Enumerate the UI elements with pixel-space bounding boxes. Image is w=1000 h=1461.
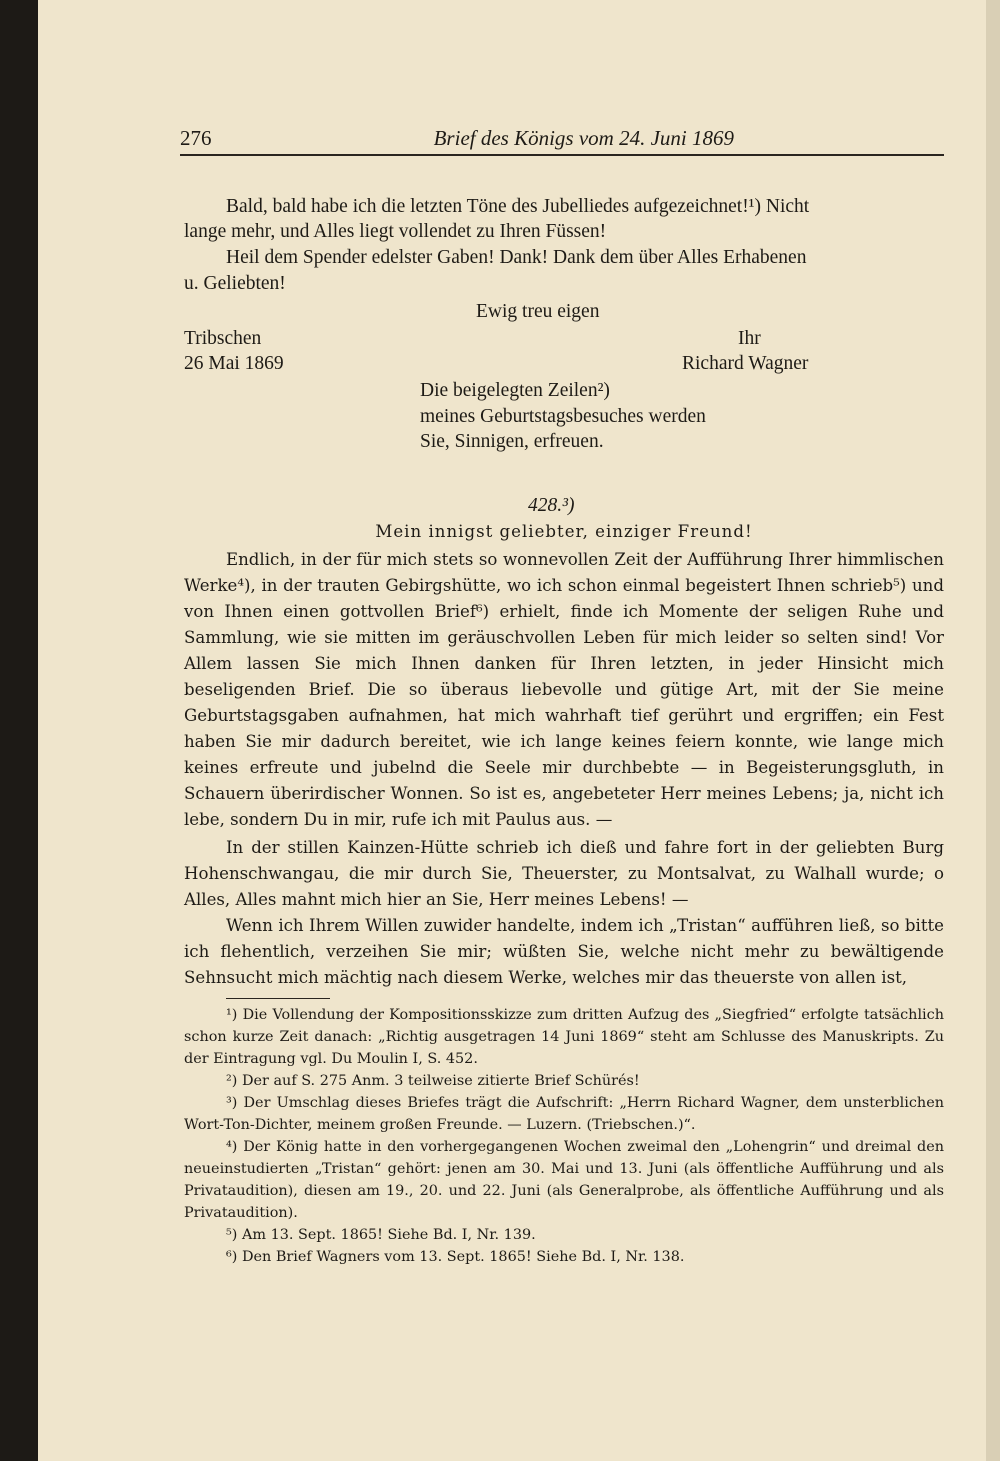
signature: Richard Wagner bbox=[682, 353, 809, 374]
page-edge bbox=[986, 0, 1000, 1461]
postscript-line-2: meines Geburtstagsbesuches werden bbox=[420, 406, 706, 427]
footnote-6: ⁶) Den Brief Wagners vom 13. Sept. 1865! Siehe Bd. I, Nr. 138. bbox=[226, 1249, 685, 1265]
book-page bbox=[38, 0, 1000, 1461]
letter-line-3: Heil dem Spender edelster Gaben! Dank! Dank dem über Alles Erhabenen bbox=[226, 247, 807, 268]
footnote-3: ³) Der Umschlag dieses Briefes trägt die Aufschrift: „Herrn Richard Wagner, dem unsterblichen Wort-Ton-Dichter, meinem großen Freunde. — Luzern. (Triebschen.)“. bbox=[184, 1095, 944, 1133]
body-paragraph-2: In der stillen Kainzen-Hütte schrieb ich dieß und fahre fort in der geliebten Burg Hohenschwangau, die mir durch Sie, Theuerster, zu Montsalvat, zu Walhall wurde; o Alles, Alles mahnt mich hier an Sie, Herr meines Lebens! — bbox=[184, 838, 944, 909]
footnote-1: ¹) Die Vollendung der Kompositionsskizze zum dritten Aufzug des „Siegfried“ erfolgte tatsächlich schon kurze Zeit danach: „Richtig ausgetragen 14 Juni 1869“ steht am Schlusse des Manuskripts. Zu der Eintragung vgl. Du Moulin I, S. 452. bbox=[184, 1007, 944, 1067]
letter-number: 428.³) bbox=[528, 495, 575, 516]
body-paragraph-3: Wenn ich Ihrem Willen zuwider handelte, indem ich „Tristan“ aufführen ließ, so bitte ich flehentlich, verzeihen Sie mir; wüßten Sie, welche nicht mehr zu bewältigende Sehnsucht mich mächtig nach diesem Werke, welches mir das theuerste von allen ist, bbox=[184, 916, 944, 987]
page-number: 276 bbox=[180, 126, 212, 150]
salutation: Mein innigst geliebter, einziger Freund! bbox=[375, 522, 753, 541]
letter-date: 26 Mai 1869 bbox=[184, 353, 284, 374]
postscript-line-1: Die beigelegten Zeilen²) bbox=[420, 380, 610, 401]
footnote-4: ⁴) Der König hatte in den vorhergegangenen Wochen zweimal den „Lohengrin“ und dreimal den neueinstudierten „Tristan“ gehört: jenen am 30. Mai und 13. Juni (als öffentliche Aufführung und als Privataudition), diesen am 19., 20. und 22. Juni (als Generalprobe, als öffentliche Aufführung und als Privataudition). bbox=[184, 1139, 944, 1221]
postscript-line-3: Sie, Sinnigen, erfreuen. bbox=[420, 431, 604, 452]
running-title: Brief des Königs vom 24. Juni 1869 bbox=[433, 126, 734, 150]
letter-line-1: Bald, bald habe ich die letzten Töne des Jubelliedes aufgezeichnet!¹) Nicht bbox=[226, 196, 810, 217]
body-paragraph-1: Endlich, in der für mich stets so wonnevollen Zeit der Aufführung Ihrer himmlischen Werke⁴), in der trauten Gebirgshütte, wo ich schon einmal begeistert Ihnen schrieb⁵) und von Ihnen einen gottvollen Brief⁶) erhielt, finde ich Momente der seligen Ruhe und Sammlung, wie sie mitten im geräuschvollen Leben für mich leider so selten sind! Vor Allem lassen Sie mich Ihnen danken für Ihren letzten, in jeder Hinsicht mich beseligenden Brief. Die so überaus liebevolle und gütige Art, mit der Sie meine Geburtstagsgaben aufnahmen, hat mich wahrhaft tief gerührt und ergriffen; ein Fest haben Sie mir dadurch bereitet, wie ich lange keines feiern konnte, wie lange mich keines erfreute und jubelnd die Seele mir durchbebte — in Begeisterungsgluth, in Schauern überirdischer Wonnen. So ist es, angebeteter Herr meines Lebens; ja, nicht ich lebe, sondern Du in mir, rufe ich mit Paulus aus. — bbox=[184, 550, 944, 829]
place-name: Tribschen bbox=[184, 328, 262, 349]
footnote-5: ⁵) Am 13. Sept. 1865! Siehe Bd. I, Nr. 139. bbox=[226, 1227, 536, 1243]
closing-ihr: Ihr bbox=[738, 328, 761, 349]
letter-line-4: u. Geliebten! bbox=[184, 273, 286, 294]
page-header bbox=[180, 124, 944, 156]
letter-line-2: lange mehr, und Alles liegt vollendet zu Ihren Füssen! bbox=[184, 221, 607, 242]
closing-formula: Ewig treu eigen bbox=[476, 301, 600, 322]
footnote-2: ²) Der auf S. 275 Anm. 3 teilweise zitierte Brief Schürés! bbox=[226, 1073, 640, 1089]
footnote-rule bbox=[226, 998, 330, 999]
